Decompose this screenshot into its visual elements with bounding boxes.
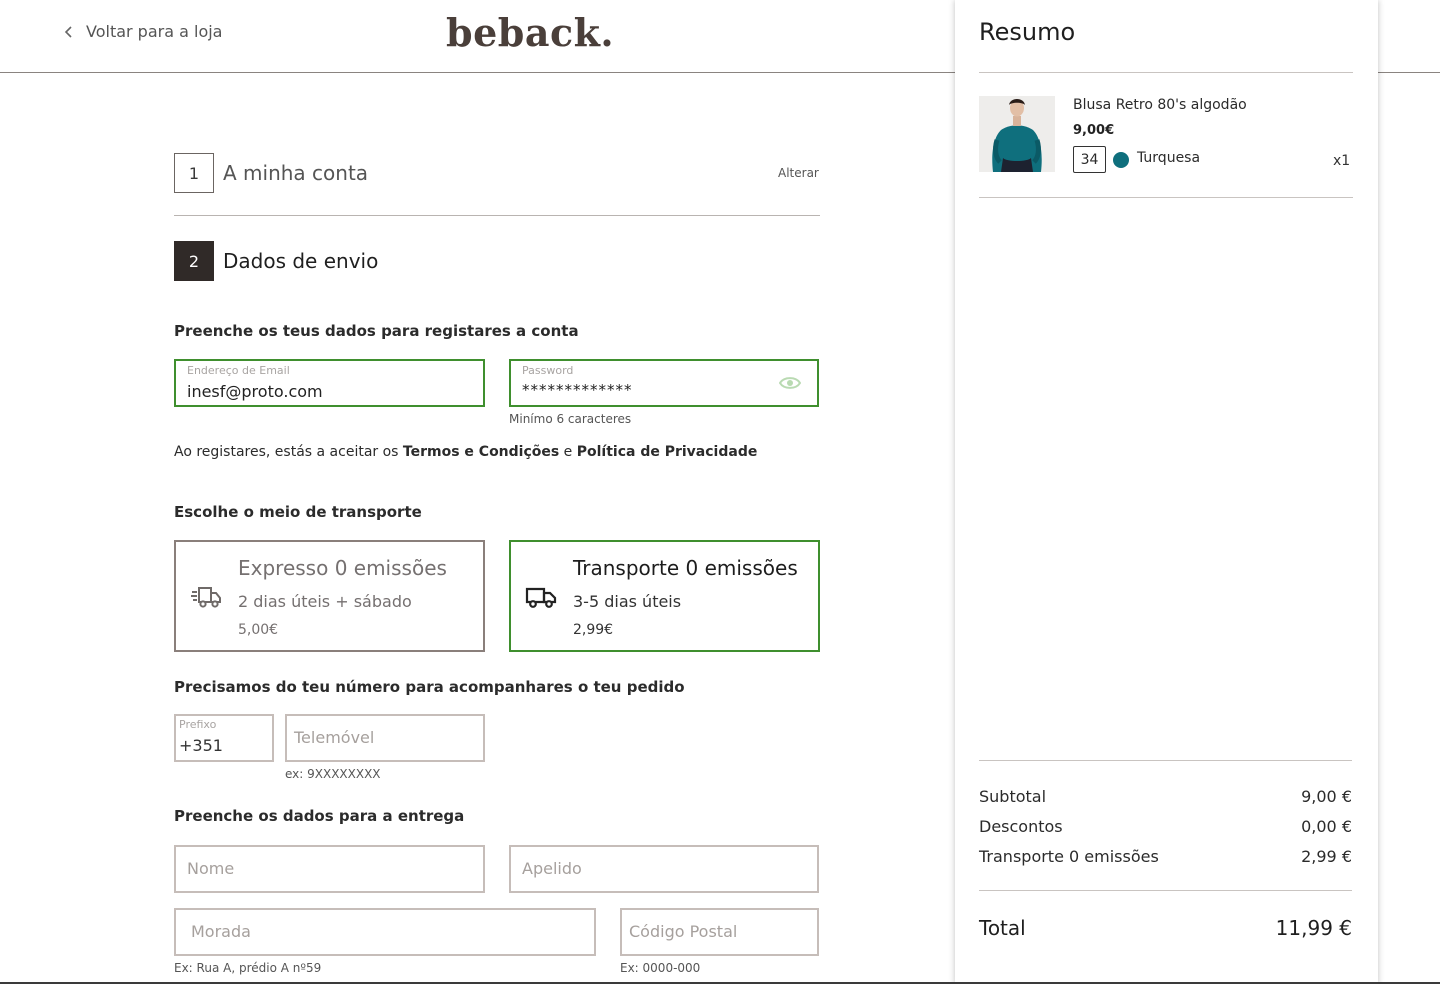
brand-logo[interactable]: beback. xyxy=(446,10,615,55)
product-size-badge: 34 xyxy=(1073,146,1106,173)
discount-value: 0,00 € xyxy=(1301,817,1352,836)
product-color-swatch xyxy=(1113,152,1129,168)
step-divider xyxy=(174,215,820,216)
phone-number-field[interactable] xyxy=(285,714,485,762)
first-name-field[interactable] xyxy=(174,845,485,893)
shipping-option-price: 2,99€ xyxy=(573,622,614,638)
password-field[interactable] xyxy=(509,359,819,407)
back-to-store-link[interactable] xyxy=(62,22,222,41)
product-quantity: x1 xyxy=(1333,153,1351,169)
address-field[interactable] xyxy=(174,908,596,956)
transport-heading: Escolhe o meio de transporte xyxy=(174,503,422,521)
postal-code-field[interactable] xyxy=(620,908,819,956)
step-account-title: A minha conta xyxy=(223,161,369,185)
chevron-left-icon xyxy=(62,25,76,39)
change-account-link[interactable]: Alterar xyxy=(778,166,819,180)
shipping-option-time: 2 dias úteis + sábado xyxy=(238,592,412,611)
shipping-option-price: 5,00€ xyxy=(238,622,279,638)
terms-notice xyxy=(174,444,757,460)
product-name: Blusa Retro 80's algodão xyxy=(1073,97,1247,113)
back-to-store-label: Voltar para a loja xyxy=(86,22,223,41)
terms-link[interactable]: Termos e Condições xyxy=(402,444,560,460)
email-field[interactable] xyxy=(174,359,485,407)
password-field-label: Password xyxy=(522,364,574,377)
phone-prefix-field[interactable] xyxy=(174,714,274,762)
step-account-number: 1 xyxy=(174,153,214,193)
postal-code-placeholder: Código Postal xyxy=(629,922,738,941)
step-shipping-title: Dados de envio xyxy=(223,249,379,273)
privacy-link[interactable]: Política de Privacidade xyxy=(576,444,758,460)
terms-prefix: Ao registares, estás a aceitar os xyxy=(174,444,403,460)
product-thumbnail[interactable] xyxy=(979,96,1055,172)
password-field-value[interactable]: ************* xyxy=(522,381,633,399)
shipping-option-title: Expresso 0 emissões xyxy=(238,556,447,580)
phone-number-placeholder: Telemóvel xyxy=(294,728,375,747)
summary-title: Resumo xyxy=(979,18,1076,46)
totals-divider xyxy=(979,760,1352,761)
shipping-cost-row xyxy=(979,847,1352,866)
subtotal-value: 9,00 € xyxy=(1301,787,1352,806)
shipping-cost-label: Transporte 0 emissões xyxy=(979,847,1159,866)
subtotal-label: Subtotal xyxy=(979,787,1047,806)
total-divider xyxy=(979,890,1352,891)
total-value: 11,99 € xyxy=(1275,916,1352,940)
product-photo xyxy=(979,96,1055,172)
discount-label: Descontos xyxy=(979,817,1063,836)
step-shipping-number: 2 xyxy=(174,241,214,281)
step-account xyxy=(174,153,368,193)
email-field-value[interactable]: inesf@proto.com xyxy=(187,382,323,401)
product-color-name: Turquesa xyxy=(1137,150,1201,166)
terms-mid: e xyxy=(559,444,577,460)
register-heading: Preenche os teus dados para registares a conta xyxy=(174,322,579,340)
last-name-field[interactable] xyxy=(509,845,819,893)
phone-heading: Precisamos do teu número para acompanhares o teu pedido xyxy=(174,678,685,696)
summary-divider xyxy=(979,72,1353,73)
last-name-placeholder: Apelido xyxy=(522,859,582,878)
product-price: 9,00€ xyxy=(1073,123,1115,138)
eye-icon[interactable] xyxy=(779,375,801,391)
shipping-option-title: Transporte 0 emissões xyxy=(573,556,798,580)
shipping-option-express[interactable] xyxy=(174,540,485,652)
delivery-heading: Preenche os dados para a entrega xyxy=(174,807,465,825)
email-field-label: Endereço de Email xyxy=(187,364,290,377)
total-row xyxy=(979,916,1352,940)
summary-divider xyxy=(979,197,1353,198)
total-label: Total xyxy=(979,916,1026,940)
subtotal-row xyxy=(979,787,1352,806)
address-hint: Ex: Rua A, prédio A nº59 xyxy=(174,961,322,975)
step-shipping xyxy=(174,241,378,281)
shipping-option-time: 3-5 dias úteis xyxy=(573,592,682,611)
address-placeholder: Morada xyxy=(191,922,251,941)
shipping-option-standard[interactable] xyxy=(509,540,820,652)
password-hint: Minímo 6 caracteres xyxy=(509,412,632,426)
order-summary-panel xyxy=(955,0,1378,984)
truck-icon xyxy=(525,584,557,610)
phone-prefix-label: Prefixo xyxy=(179,718,217,731)
discount-row xyxy=(979,817,1352,836)
postal-code-hint: Ex: 0000-000 xyxy=(620,961,701,975)
shipping-cost-value: 2,99 € xyxy=(1301,847,1352,866)
phone-number-hint: ex: 9XXXXXXXX xyxy=(285,767,381,781)
fast-truck-icon xyxy=(190,584,222,610)
first-name-placeholder: Nome xyxy=(187,859,235,878)
phone-prefix-value[interactable]: +351 xyxy=(179,736,223,755)
